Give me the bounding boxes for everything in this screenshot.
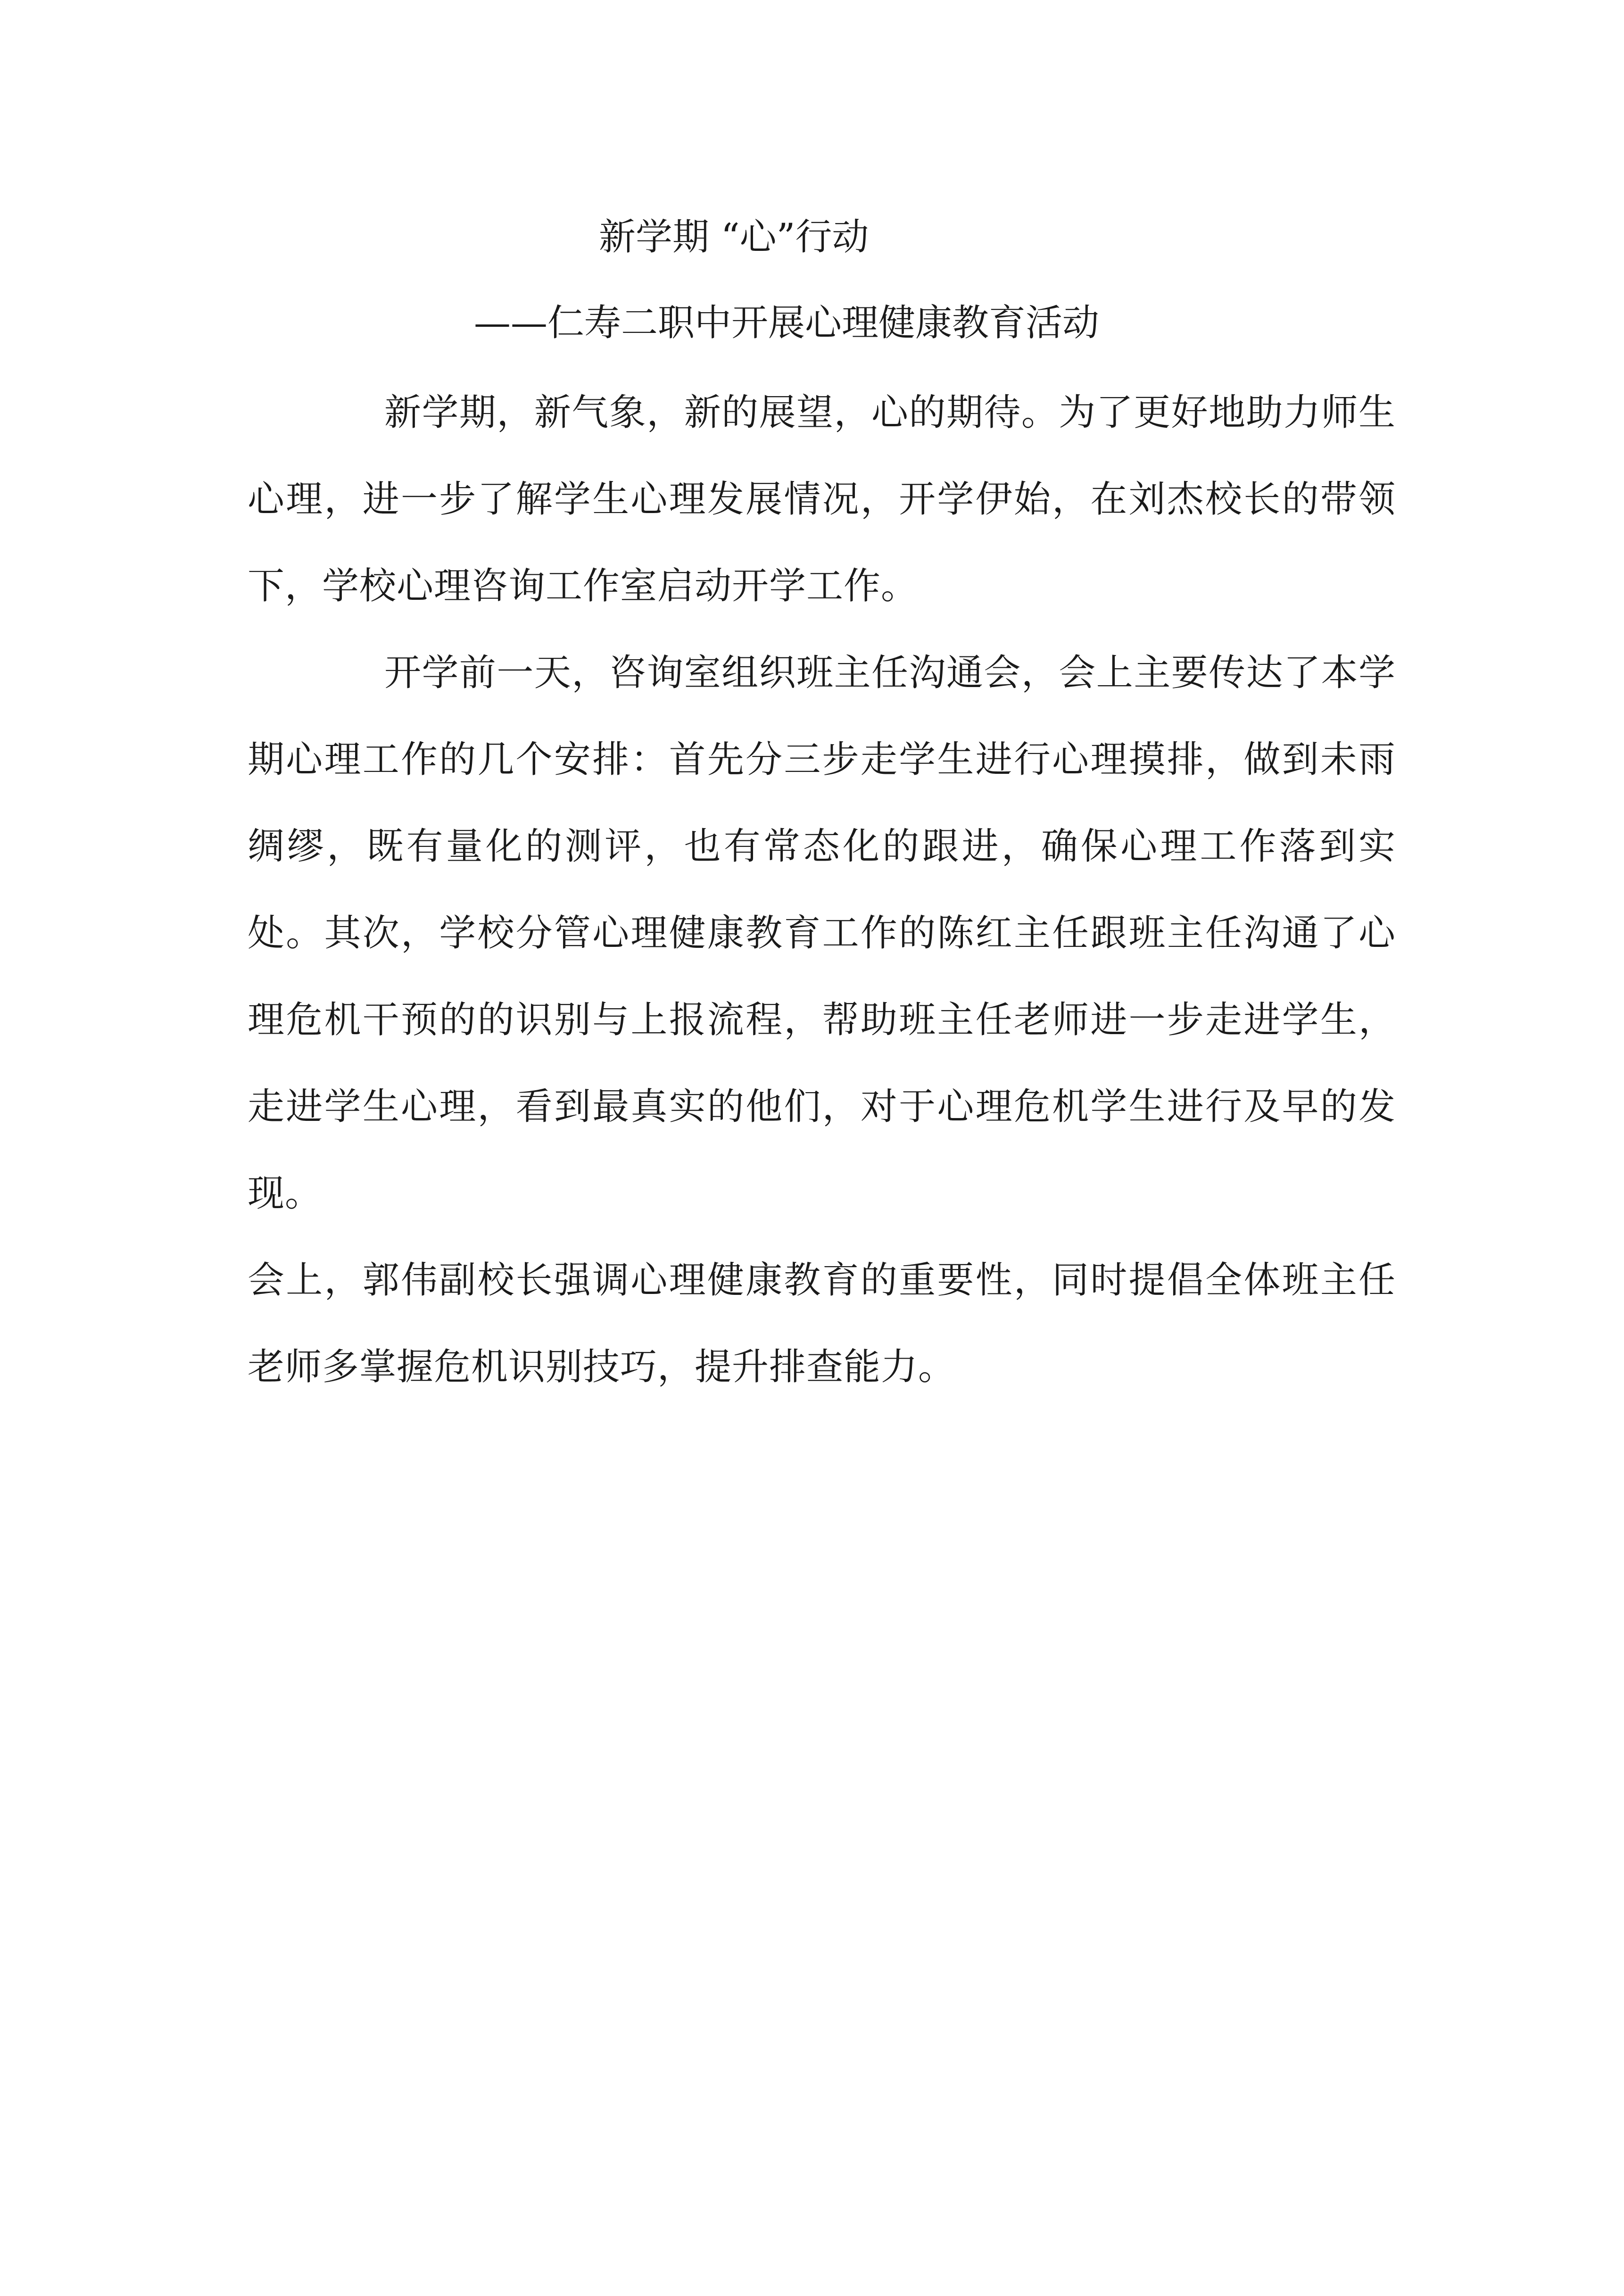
document-title: 新学期 “心”行动 bbox=[599, 216, 869, 258]
document-subtitle: ——仁寿二职中开展心理健康教育活动 bbox=[474, 302, 1100, 344]
paragraph-3: 会上，郭伟副校长强调心理健康教育的重要性，同时提倡全体班主任老师多掌握危机识别技巧，提升排查能力。 bbox=[248, 1259, 1396, 1388]
paragraph-1: 新学期，新气象，新的展望，心的期待。为了更好地助力师生心理，进一步了解学生心理发展情况，开学伊始，在刘杰校长的带领下，学校心理咨询工作室启动开学工作。 bbox=[248, 391, 1396, 607]
paragraph-2: 开学前一天，咨询室组织班主任沟通会，会上主要传达了本学期心理工作的几个安排：首先分三步走学生进行心理摸排，做到未雨绸缪，既有量化的测评，也有常态化的跟进，确保心理工作落到实处。其次，学校分管心理健康教育工作的陈红主任跟班主任沟通了心理危机干预的的识别与上报流程，帮助班主任老师进一步走进学生，走进学生心理，看到最真实的他们，对于心理危机学生进行及早的发现。 bbox=[248, 652, 1396, 1215]
